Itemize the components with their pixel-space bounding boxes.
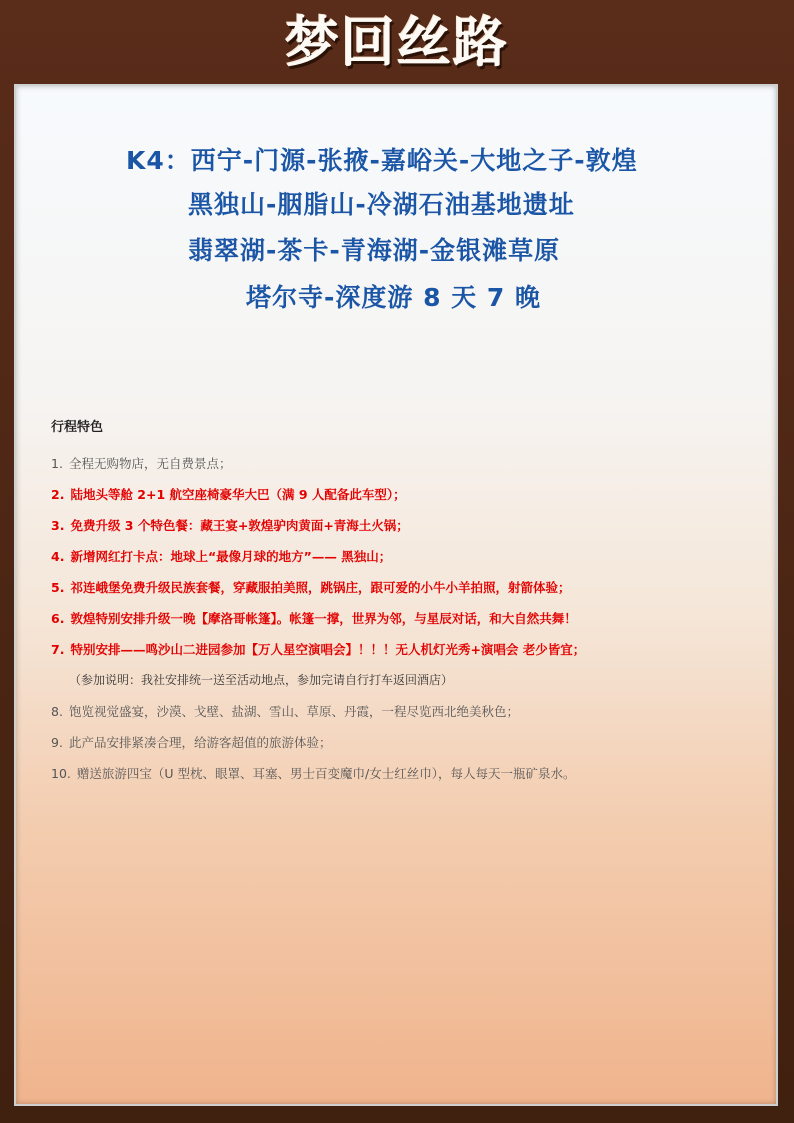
tour-title-line-3: 翡翠湖-茶卡-青海湖-金银滩草原 xyxy=(188,236,561,265)
feature-item-4: 4. 新增网红打卡点：地球上“最像月球的地方”—— 黑独山； xyxy=(51,549,392,564)
feature-item-6: 6. 敦煌特别安排升级一晚【摩洛哥帐篷】。帐篷一撑，世界为邻，与星辰对话，和大自然共舞！ xyxy=(51,611,577,626)
feature-note: （参加说明：我社安排统一送至活动地点，参加完请自行打车返回酒店） xyxy=(69,673,454,687)
brand-title: 梦回丝路 xyxy=(285,11,509,74)
features-heading: 行程特色 xyxy=(51,420,104,435)
tour-title-line-1: K4：西宁-门源-张掖-嘉峪关-大地之子-敦煌 xyxy=(126,146,638,175)
feature-item-5: 5. 祁连峨堡免费升级民族套餐，穿藏服拍美照，跳锅庄，跟可爱的小牛小羊拍照，射箭体验； xyxy=(51,580,571,595)
feature-item-1: 1. 全程无购物店，无自费景点； xyxy=(51,456,232,471)
feature-item-8: 8. 饱览视觉盛宴，沙漠、戈壁、盐湖、雪山、草原、丹霞，一程尽览西北绝美秋色； xyxy=(51,704,519,719)
features-list-continued xyxy=(51,696,771,789)
feature-item-3: 3. 免费升级 3 个特色餐：藏王宴+敦煌驴肉黄面+青海土火锅； xyxy=(51,518,409,533)
features-section xyxy=(51,418,771,789)
features-list xyxy=(51,448,771,665)
tour-title-line-2: 黑独山-胭脂山-冷湖石油基地遗址 xyxy=(188,190,575,219)
feature-item-7: 7. 特别安排——鸣沙山二进园参加【万人星空演唱会】！！！无人机灯光秀+演唱会 老少皆宜； xyxy=(51,642,586,657)
feature-item-9: 9. 此产品安排紧凑合理，给游客超值的旅游体验； xyxy=(51,735,332,750)
tour-title-line-4: 塔尔寺-深度游 8 天 7 晚 xyxy=(246,283,541,312)
content-paper xyxy=(14,84,778,1106)
feature-item-10: 10. 赠送旅游四宝（U 型枕、眼罩、耳塞、男士百变魔巾/女士红丝巾），每人每天一瓶矿泉水。 xyxy=(51,766,576,781)
feature-item-2: 2. 陆地头等舱 2+1 航空座椅豪华大巴（满 9 人配备此车型）； xyxy=(51,487,406,502)
